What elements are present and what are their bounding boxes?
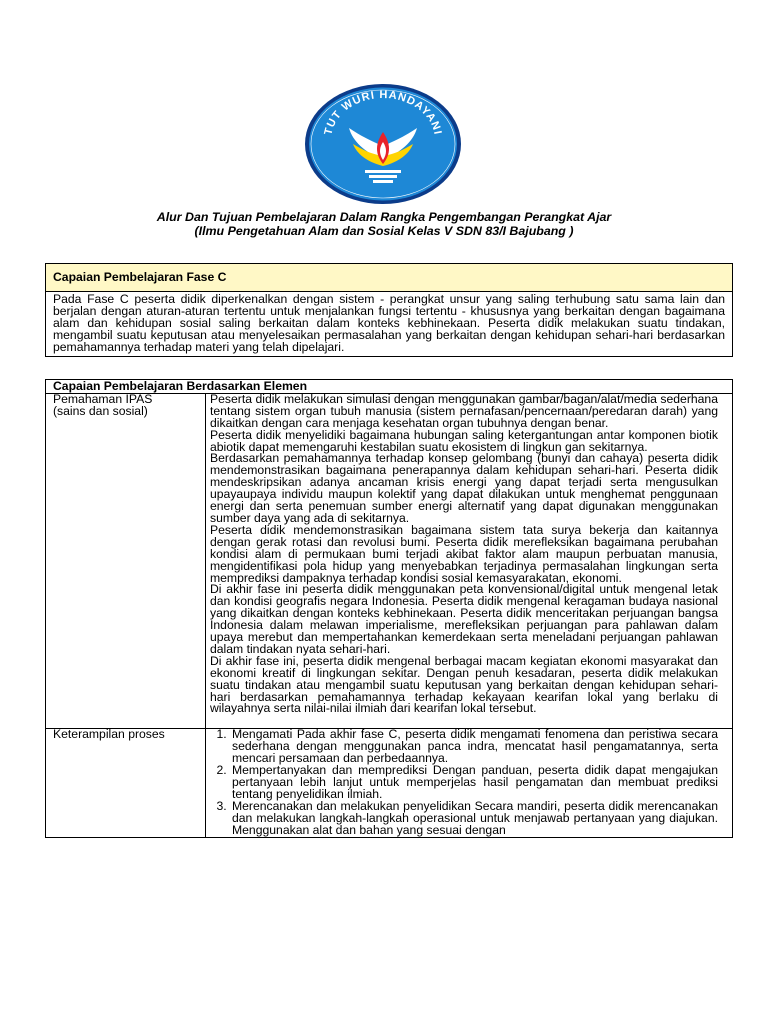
keterampilan-proses-content [206, 729, 733, 837]
logo-base-bar-1 [365, 170, 401, 173]
keterampilan-proses-label: Keterampilan proses [46, 729, 206, 837]
keterampilan-list [210, 729, 718, 836]
paragraph: Peserta didik melakukan simulasi dengan menggunakan gambar/bagan/alat/media sederhana tentang sistem organ tubuh manusia (sistem pernafasan/pencernaan/peredaran darah) yang dikaitkan dengan cara menjaga kesehatan organ tubuhnya dengan benar. [210, 391, 718, 430]
pemahaman-ipas-title: Pemahaman IPAS [53, 391, 153, 406]
tut-wuri-handayani-logo [303, 82, 463, 206]
paragraph: Peserta didik menyelidiki bagaimana hubungan saling ketergantungan antar komponen biotik abiotik dapat memengaruhi kestabilan suatu ekosistem di lingkun gan sekitarnya. [210, 427, 718, 454]
fase-c-description: Pada Fase C peserta didik diperkenalkan dengan sistem - perangkat unsur yang saling terhubung satu sama lain dan berjalan dengan aturan-aturan tertentu untuk menjalankan fungsi tertentu - khususnya yang berkaitan dengan bagaimana alam dan kehidupan sosial saling berkaitan dalam konteks kebhinekaan. Peserta didik melakukan suatu tindakan, mengambil suatu keputusan atau menyelesaikan permasalahan yang berkaitan dengan kehidupan sehari-hari berdasarkan pemahamannya terhadap materi yang telah dipelajari. [46, 292, 733, 357]
document-title-line-1: Alur Dan Tujuan Pembelajaran Dalam Rangka Pengembangan Perangkat Ajar [156, 210, 612, 224]
logo-base-bar-3 [373, 180, 393, 183]
elemen-heading: Capaian Pembelajaran Berdasarkan Elemen [46, 380, 733, 394]
fase-c-table [45, 263, 733, 357]
paragraph: Di akhir fase ini, peserta didik mengenal berbagai macam kegiatan ekonomi masyarakat dan ekonomi kreatif di lingkungan sekitar. Dengan penuh kesadaran, peserta didik melakukan suatu tindakan atau mengambil suatu keputusan yang berkaitan dengan kehidupan sehari-hari berdasarkan pemahamannya terhadap kekayaan kearifan lokal yang berlaku di wilayahnya serta nilai-nilai ilmiah dari kearifan lokal tersebut. [210, 653, 718, 716]
logo-motto: TUT WURI HANDAYANI [322, 88, 444, 137]
elemen-table [45, 379, 733, 838]
paragraph: Di akhir fase ini peserta didik menggunakan peta konvensional/digital untuk mengenal letak dan kondisi geografis negara Indonesia. Peserta didik mengenal keragaman budaya nasional yang dikaitkan dengan konteks kebhinekaan. Peserta didik menceritakan perjuangan bangsa Indonesia dalam melawan imperialisme, merefleksikan perjuangan para pahlawan dalam upaya merebut dan mempertahankan kemerdekaan serta meneladani perjuangan pahlawan dalam tindakan nyata sehari-hari. [210, 582, 718, 656]
fase-c-heading: Capaian Pembelajaran Fase C [46, 264, 733, 292]
pemahaman-ipas-label [46, 393, 206, 728]
list-item: 2. Mempertanyakan dan memprediksi Dengan panduan, peserta didik dapat mengajukan pertanyaan lebih lanjut untuk memperjelas hasil pengamatan dan membuat prediksi tentang penyelidikan ilmiah. [230, 765, 718, 801]
paragraph: Peserta didik mendemonstrasikan bagaimana sistem tata surya bekerja dan kaitannya dengan gerak rotasi dan revolusi bumi. Peserta didik merefleksikan bagaimana perubahan kondisi alam di permukaan bumi terjadi akibat faktor alam maupun perbuatan manusia, mengidentifikasi pola hidup yang menyebabkan terjadinya permasalahan lingkungan serta memprediksi dampaknya terhadap kondisi sosial kemasyarakatan, ekonomi. [210, 522, 718, 585]
paragraph: Berdasarkan pemahamannya terhadap konsep gelombang (bunyi dan cahaya) peserta didik mendemonstrasikan bagaimana penerapannya dalam kehidupan sehari-hari. Peserta didik mendeskripsikan adanya ancaman krisis energi yang dapat terjadi serta mengusulkan upayaupaya individu maupun kolektif yang dapat dilakukan untuk menghemat penggunaan energi dan serta penemuan sumber energi alternatif yang dapat digunakan menggunakan sumber daya yang ada di sekitarnya. [210, 451, 718, 525]
pemahaman-ipas-content [206, 393, 733, 728]
list-item: 3. Merencanakan dan melakukan penyelidikan Secara mandiri, peserta didik merencanakan dan melakukan langkah-langkah operasional untuk menjawab pertanyaan yang diajukan. Menggunakan alat dan bahan yang sesuai dengan [230, 801, 718, 837]
logo-base-bar-2 [369, 175, 397, 178]
document-title-line-2: (Ilmu Pengetahuan Alam dan Sosial Kelas V SDN 83/I Bajubang ) [194, 224, 574, 238]
table-row [46, 729, 733, 837]
pemahaman-ipas-subtitle: (sains dan sosial) [53, 403, 148, 418]
list-item: 1. Mengamati Pada akhir fase C, peserta didik mengamati fenomena dan peristiwa secara sederhana dengan menggunakan panca indra, mencatat hasil pengamatannya, serta mencari persamaan dan perbedaannya. [230, 729, 718, 765]
table-row [46, 393, 733, 728]
